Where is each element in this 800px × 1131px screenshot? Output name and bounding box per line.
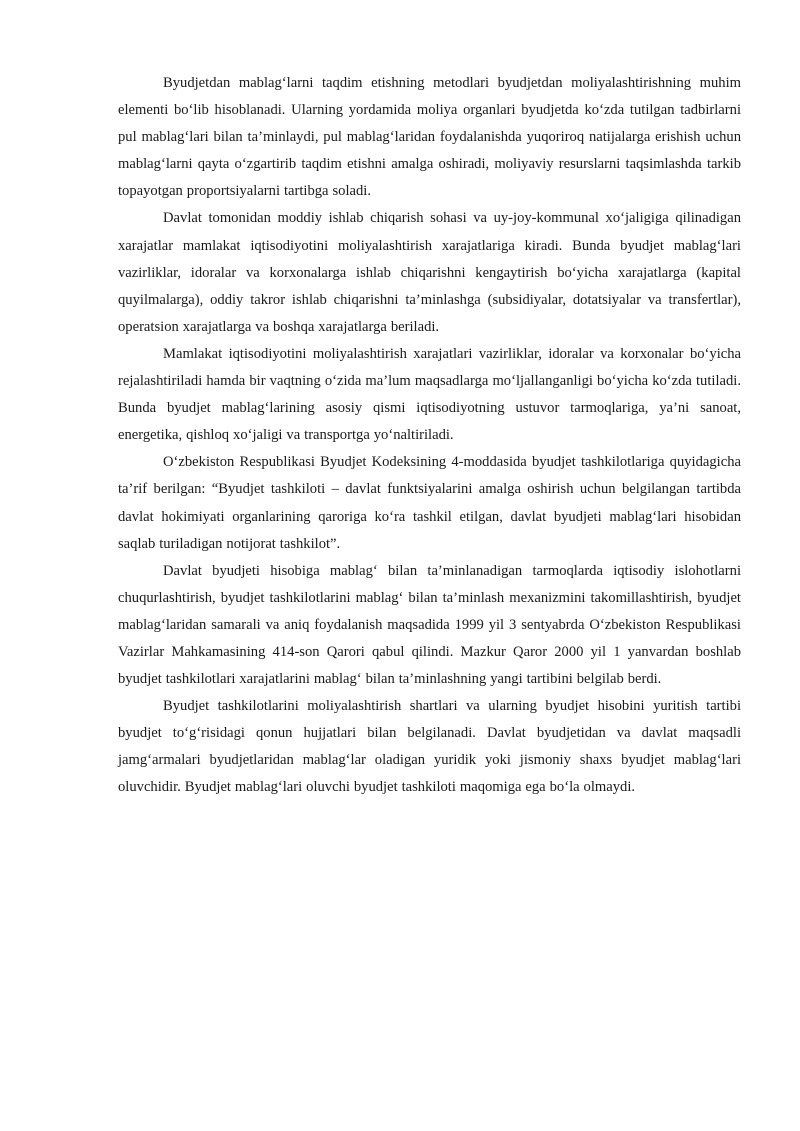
paragraph-1: Byudjetdan mablag‘larni taqdim etishning metodlari byudjetdan moliyalashtirishning muhim elementi bo‘lib hisoblanadi. Ularning yordamida moliya organlari byudjetda ko‘zda tutilgan tadbirlarni pul mablag‘lari bilan ta’minlaydi, pul mablag‘laridan foydalanishda yuqoriroq natijalarga erishish uchun mablag‘larni qayta o‘zgartirib taqdim etishni amalga oshiradi, moliyaviy resurslarni taqsimlashda tarkib topayotgan proportsiyalarni tartibga soladi.	[118, 75, 741, 200]
paragraph-4: O‘zbekiston Respublikasi Byudjet Kodeksining 4-moddasida byudjet tashkilotlariga quyidagicha ta’rif berilgan: “Byudjet tashkiloti – davlat funktsiyalarini amalga oshirish uchun belgilangan tartibda davlat hokimiyati organlarining qaroriga ko‘ra tashkil etilgan, davlat byudjeti mablag‘lari hisobidan saqlab turiladigan notijorat tashkilot”.	[118, 454, 741, 552]
document-body	[118, 70, 741, 802]
paragraph-6: Byudjet tashkilotlarini moliyalashtirish shartlari va ularning byudjet hisobini yuritish tartibi byudjet to‘g‘risidagi qonun hujjatlari bilan belgilanadi. Davlat byudjetidan va davlat maqsadli jamg‘armalari byudjetlaridan mablag‘lar oladigan yuridik yoki jismoniy shaxs byudjet mablag‘lari oluvchidir. Byudjet mablag‘lari oluvchi byudjet tashkiloti maqomiga ega bo‘la olmaydi.	[118, 698, 741, 796]
paragraph-5: Davlat byudjeti hisobiga mablag‘ bilan ta’minlanadigan tarmoqlarda iqtisodiy islohotlarni chuqurlashtirish, byudjet tashkilotlarini mablag‘ bilan ta’minlash mexanizmini takomillashtirish, byudjet mablag‘laridan samarali va aniq foydalanish maqsadida 1999 yil 3 sentyabrda O‘zbekiston Respublikasi Vazirlar Mahkamasining 414-son Qarori qabul qilindi. Mazkur Qaror 2000 yil 1 yanvardan boshlab byudjet tashkilotlari xarajatlarini mablag‘ bilan ta’minlashning yangi tartibini belgilab berdi.	[118, 562, 741, 688]
paragraph-2: Davlat tomonidan moddiy ishlab chiqarish sohasi va uy-joy-kommunal xo‘jaligiga qilinadigan xarajatlar mamlakat iqtisodiyotini moliyalashtirish xarajatlariga kiradi. Bunda byudjet mablag‘lari vazirliklar, idoralar va korxonalarga ishlab chiqarishni kengaytirish bo‘yicha xarajatlarga (kapital quyilmalarga), oddiy takror ishlab chiqarishni ta’minlashga (subsidiyalar, dotatsiyalar va transfertlar), operatsion xarajatlarga va boshqa xarajatlarga beriladi.	[118, 210, 741, 335]
paragraph-3: Mamlakat iqtisodiyotini moliyalashtirish xarajatlari vazirliklar, idoralar va korxonalar bo‘yicha rejalashtiriladi hamda bir vaqtning o‘zida ma’lum maqsadlarga mo‘ljallanganligi bo‘yicha ko‘zda tutiladi. Bunda byudjet mablag‘larining asosiy qismi iqtisodiyotning ustuvor tarmoqlariga, ya’ni sanoat, energetika, qishloq xo‘jaligi va transportga yo‘naltiriladi.	[118, 345, 741, 444]
